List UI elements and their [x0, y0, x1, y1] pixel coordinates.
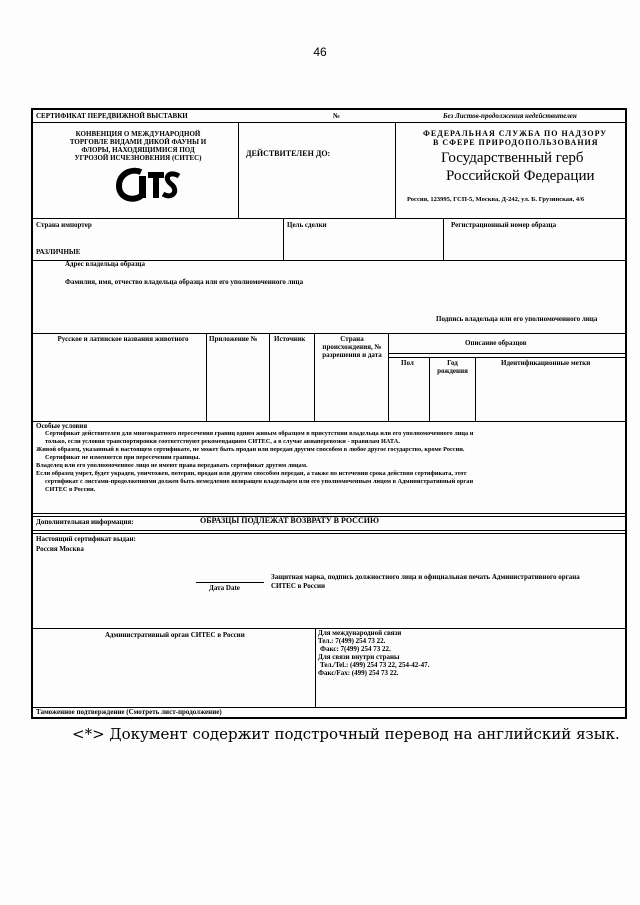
special-conditions: Особые условия Сертификат действителен для многократного пересечения границ одним живым образцом в присутствии владельца или его уполномоченного лица и только, если условия транспортировки соответствуют рекомендациям СИТЕС, а в случае авиаперевозки - правилам ИАТА. Живой образец, указанный в настоящем сертификате, не может быть продан или передан другим способом в любое другое государство, кроме России. Сертификат не изменяется при пересечении границы. Владелец или его уполномоченное лицо не имеют права передавать сертификат другим лицам. Если образец умрет, будет украден, уничтожен, потерян, продан или другим способом передан, а также по истечении срока действия сертификата, этот сертификат с листами-продолжениями должен быть немедленно возвращен владельцем или его уполномоченным лицом в Административный орган СИТЕС в России. — [36, 422, 622, 494]
customs-confirmation: Таможенное подтверждение (Смотреть лист-продолжение) — [36, 708, 222, 716]
admin-contacts: Для международной связи Тел.: 7(499) 254 73 22. Факс: 7(499) 254 73 22. Для связи внутри страны Тел./Tel.: (499) 254 73 22, 254-42-47. Факс/Fax: (499) 254 73 22. — [318, 629, 430, 677]
additional-info-value: ОБРАЗЦЫ ПОДЛЕЖАТ ВОЗВРАТУ В РОССИЮ — [200, 516, 379, 525]
footnote: <*> Документ содержит подстрочный перевод на английский язык. — [72, 725, 620, 743]
convention-title: КОНВЕНЦИЯ О МЕЖДУНАРОДНОЙ ТОРГОВЛЕ ВИДАМИ ДИКОЙ ФАУНЫ И ФЛОРЫ, НАХОДЯЩИМИСЯ ПОД УГРОЗОЙ ИСЧЕЗНОВЕНИЯ (СИТЕС) — [69, 130, 207, 162]
col-header-origin: Страна происхождения, № разрешения и дата — [322, 335, 382, 359]
cites-logo — [113, 166, 183, 209]
owner-signature-label: Подпись владельца или его уполномоченного лица — [436, 315, 598, 323]
authority-address: Россия, 123995, ГСП-5, Москва, Д-242, ул. Б. Грузинская, 4/6 — [407, 196, 585, 203]
certificate-form — [31, 108, 627, 719]
page-number: 46 — [313, 45, 327, 59]
registration-number-label: Регистрационный номер образца — [451, 221, 557, 229]
owner-name-label: Фамилия, имя, отчество владельца образца или его уполномоченного лица — [65, 278, 304, 286]
purpose-label: Цель сделки — [287, 221, 327, 229]
issued-place: Россия Москва — [36, 545, 84, 553]
authority-line2: В СФЕРЕ ПРИРОДОПОЛЬЗОВАНИЯ — [433, 138, 599, 147]
col-header-description: Описание образцов — [465, 339, 527, 347]
issued-date-label: Дата Date — [209, 584, 240, 592]
col-header-names: Русское и латинское названия животного — [57, 335, 189, 343]
continuation-note: Без Листов-продолжения недействителен — [443, 112, 577, 120]
col-header-marks: Идентификационные метки — [501, 359, 591, 367]
col-header-appendix: Приложение № — [209, 335, 258, 343]
issued-label: Настоящий сертификат выдан: — [36, 535, 136, 543]
valid-until-label: ДЕЙСТВИТЕЛЕН ДО: — [246, 149, 331, 158]
certificate-number-label: № — [333, 112, 341, 120]
owner-address-label: Адрес владельца образца — [65, 260, 145, 268]
certificate-title: СЕРТИФИКАТ ПЕРЕДВИЖНОЙ ВЫСТАВКИ — [36, 112, 188, 120]
stamp-line2: СИТЕС в России — [271, 582, 326, 590]
admin-authority-label: Административный орган СИТЕС в России — [105, 631, 245, 639]
stamp-line1: Защитная марка, подпись должностного лица и официальная печать Административного органа — [271, 573, 580, 581]
authority-line1: ФЕДЕРАЛЬНАЯ СЛУЖБА ПО НАДЗОРУ — [423, 129, 608, 138]
col-header-source: Источник — [274, 335, 306, 343]
col-header-birth-year: Год рождения — [437, 359, 468, 375]
emblem-line1: Государственный герб — [441, 150, 584, 166]
emblem-line2: Российской Федерации — [446, 168, 595, 184]
special-conditions-title: Особые условия — [36, 422, 88, 430]
importer-country-label: Страна импортер — [36, 221, 92, 229]
additional-info-label: Дополнительная информация: — [36, 518, 134, 526]
col-header-sex: Пол — [401, 359, 414, 367]
importer-country-value: РАЗЛИЧНЫЕ — [36, 248, 81, 256]
